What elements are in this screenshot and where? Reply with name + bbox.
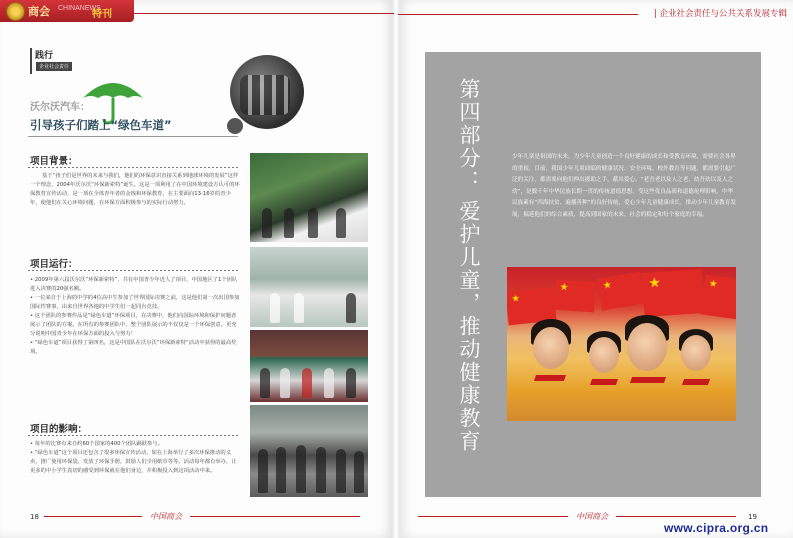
page-number: 19 — [748, 513, 757, 521]
paragraph: 基于“孩子们是世界的未来与我们，他们的环保意识直接关系到地球环境的发展”这样一个理念，2004年沃尔沃“环保新索特”诞生。这是一项利用了在中国环境建设方认可的环保教育宣传活动，是一项在全体青年者的金钱和环保教育，在主要面向13-16岁的青少年，使他们在关心环境问题，在环保方面积极参与的实际行动努力。 — [30, 173, 240, 206]
column-tag-sub: 企业社会责任 — [36, 62, 72, 71]
section-body-operation — [30, 276, 240, 357]
footer-rule — [418, 516, 568, 517]
bullet-paragraph: • 一位来自于上海的中学的4位高中生参加了世界国际决赛之前，这是他们第一次出国参加国际性赛事，由来自世界各地的中学生们一起同台竞技。 — [30, 295, 240, 310]
headline-underline — [28, 136, 238, 137]
footer-rule — [616, 516, 736, 517]
bullet-paragraph: • 每年的比赛有来自约60个国家的400个团队踊跃参与。 — [30, 441, 163, 447]
page-gutter — [392, 0, 400, 538]
section-rule — [28, 270, 238, 271]
left-header — [0, 0, 394, 30]
photo-outdoor-event — [250, 247, 368, 327]
photo-students-table — [250, 153, 368, 242]
photo-group — [250, 405, 368, 497]
part-subtitle: 爱护儿童，推动健康教育 — [457, 200, 481, 453]
section-title-background: 项目背景： — [30, 156, 78, 167]
section-header-title: | 企业社会责任与公共关系发展专辑 — [653, 9, 787, 19]
issue-label: 特刊 — [92, 9, 112, 20]
header-rule-right — [398, 14, 638, 15]
decorative-dot — [227, 118, 243, 134]
footer-logo: 中国商会 — [150, 512, 182, 521]
section-rule — [28, 167, 238, 168]
footer-logo: 中国商会 — [576, 512, 608, 521]
bullet-paragraph: • 这个团队的参赛作品是“绿色车道”环保项目，在决赛中，他们向国际环境和保护问题者展示了团队的方案。在所有的参赛团队中，整个团队展示的不仅仅是一个环保创意，更充分说明中国青少年在环保方面的投入与努力！ — [30, 313, 237, 337]
page-number: 18 — [30, 513, 39, 521]
right-header — [398, 0, 793, 30]
magazine-en-name: CHINANEWS — [58, 5, 101, 12]
magazine-name: 商会 — [28, 5, 50, 18]
emblem-icon — [6, 2, 25, 21]
right-body-text: 少年儿童是祖国的未来。为少年儿童创造一个良好健康的成长和受教育环境，需要社会各界的重视。目前，我国少年儿童面临的健康状况、安全环境、校外教育等问题，都需要引起广泛的关注，都需要向他们伸出援助之手，献出爱心。“老吾老以及人之老，幼吾幼以及人之幼”，是数千年中华民族长期一贯的传统道德思想。受这些优良品质和道德伦理影响，中华民族素有“四海扶贫、遍播善种”的良好传统，爱心少年儿童健康成长，推动少年儿童教育发展，搞延他们的综合素质，提高到国家的未来，社会的稳定和每个家庭的幸福。 — [512, 154, 736, 218]
photo-award-ceremony — [250, 330, 368, 402]
section-title-operation: 项目运行： — [30, 259, 78, 270]
students-circle-photo — [230, 55, 304, 129]
column-tag-label: 践行 — [35, 51, 54, 61]
bullet-paragraph: • “绿色车道”项目获得了第四名，这是中国队在沃尔沃“环保新索特”活动中获得的最高奖项。 — [30, 340, 237, 355]
column-tag — [30, 48, 80, 74]
article-headline: 引导孩子们踏上“绿色车道” — [30, 118, 172, 132]
section-body-background — [30, 172, 240, 208]
left-footer — [0, 505, 394, 535]
part-title: 第四部分： — [457, 78, 481, 193]
bullet-paragraph: • 2009年第六届沃尔沃“环保新索特”，共有中国青少年近人了项目，中国地区了1个团队进入决赛的20强名额。 — [30, 277, 238, 292]
children-flags-photo: ★ ★ ★ ★ ★ — [507, 267, 736, 421]
watermark-url: www.cipra.org.cn — [664, 521, 769, 535]
section-rule — [28, 435, 238, 436]
footer-rule — [44, 516, 142, 517]
footer-rule — [190, 516, 360, 517]
section-title-impact: 项目的影响： — [30, 424, 88, 435]
header-rule — [134, 13, 394, 14]
section-body-impact — [30, 440, 240, 476]
brand-name: 沃尔沃汽车： — [30, 102, 90, 113]
header-banner — [0, 0, 134, 22]
bullet-paragraph: • “绿色车道”这个项目还包含了很多环保宣传活动，如在上海举行了多次环保推动的义卖，推广使用环保袋，发放了环保手册，鼓励人们少用纸巾等等。活动每年都有举办，让更多的中小学生真切的感受到环保就在他们身边，并积极投入到这项活动中来。 — [30, 450, 237, 474]
